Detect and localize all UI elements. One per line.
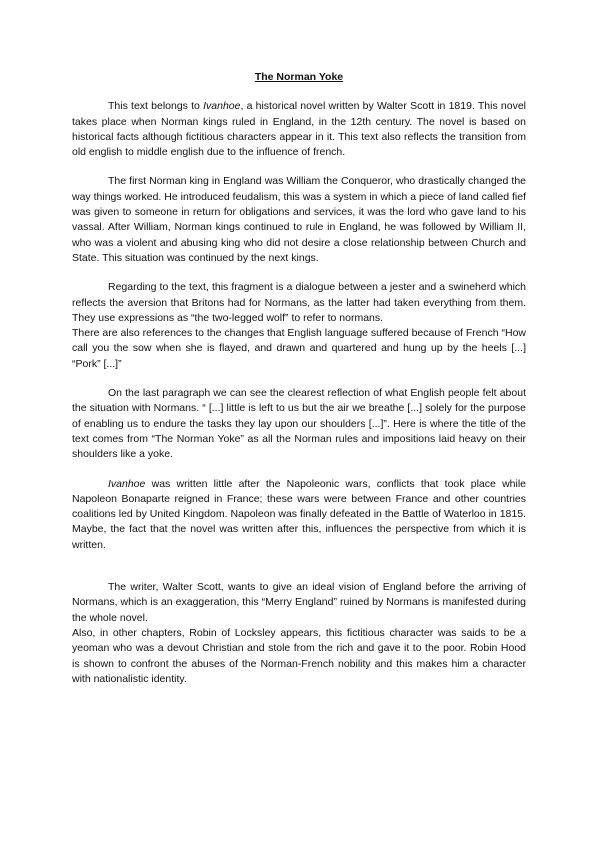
paragraph-napoleonic	[72, 477, 526, 553]
paragraph-last-reflection: On the last paragraph we can see the clearest reflection of what English people felt about the situation with Normans. “ [...] little is left to us but the air we breathe [...] solely for the purpose of enabling us to endure the tasks they lay upon our shoulders [...]”. Here is where the title of the text comes from “The Norman Yoke” as all the Norman rules and impositions laid heavy on their shoulders like a yoke.	[72, 387, 526, 461]
paragraph-norman-kings: The first Norman king in England was William the Conqueror, who drastically changed the way things worked. He introduced feudalism, this was a system in which a piece of land called fief was given to someone in return for obligations and services, it was the lord who gave land to his vassal. After William, Norman kings continued to rule in England, he was followed by William II, who was a violent and abusing king who did not desire a close relationship between Church and State. This situation was continued by the next kings.	[72, 175, 526, 264]
novel-title-italic: Ivanhoe	[203, 100, 241, 113]
novel-title-italic-2: Ivanhoe	[108, 477, 146, 490]
paragraph-merry-england: The writer, Walter Scott, wants to give an ideal vision of England before the arriving of Normans, which is an exaggeration, this “Merry England” ruined by Normans is manifested during the whole novel.	[72, 581, 526, 624]
paragraph-intro-text-a: This text belongs to	[108, 100, 204, 113]
paragraph-language-references: There are also references to the changes that English language suffered because of French “How call you the sow when she is flayed, and drawn and quartered and hung up by the heels [...] “Pork” [...]”	[72, 327, 526, 370]
paragraph-robin-hood: Also, in other chapters, Robin of Locksley appears, this fictitious character was saids to be a yeoman who was a devout Christian and stole from the rich and gave it to the poor. Robin Hood is shown to confront the abuses of the Norman-French nobility and this makes him a character with nationalistic identity.	[72, 626, 526, 685]
document-title: The Norman Yoke	[254, 71, 344, 83]
paragraph-intro	[72, 99, 526, 160]
paragraph-napoleonic-text: was written little after the Napoleonic wars, conflicts that took place while Napoleon Bonaparte reigned in France; these wars were between France and other countries coalitions led by United Kingdom. Napoleon was finally defeated in the Battle of Waterloo in 1815. Maybe, the fact that the novel was written after this, influences the perspective from which it is written.	[72, 477, 526, 551]
paragraph-dialogue: Regarding to the text, this fragment is a dialogue between a jester and a swineherd which reflects the aversion that Britons had for Normans, as the latter had taken everything from them. They use expressions as “the two-legged wolf” to refer to normans.	[72, 281, 526, 324]
paragraph-intro-text-b: , a historical novel written by Walter Scott in 1819. This novel takes place when Norman kings ruled in England, in the 12th century. The novel is based on historical facts although fictitious characters appear in it. This text also reflects the transition from old english to middle english due to the influence of french.	[72, 100, 527, 159]
document-page	[72, 70, 526, 687]
